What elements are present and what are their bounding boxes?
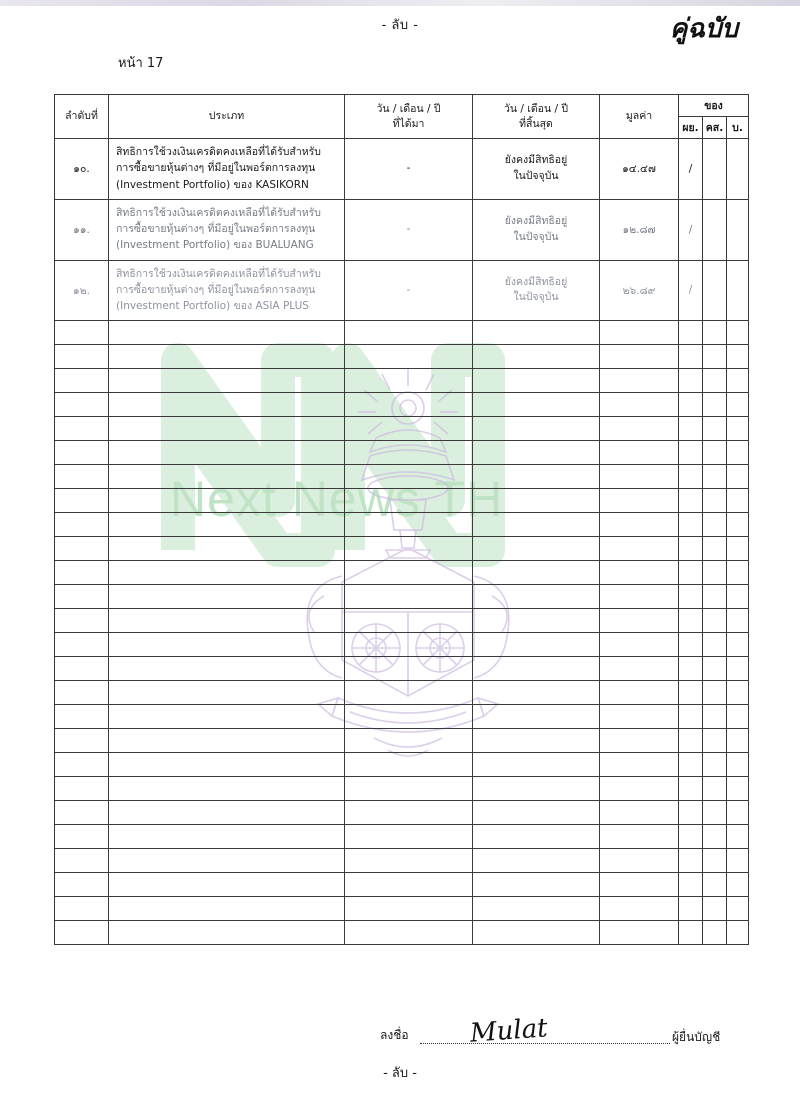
signature-handwriting: Mulat (469, 1013, 549, 1049)
row-end-line2: ในปัจจุบัน (513, 291, 559, 304)
empty-cell (109, 585, 345, 609)
empty-cell (345, 681, 473, 705)
empty-cell (703, 345, 727, 369)
empty-cell (345, 897, 473, 921)
empty-cell (727, 825, 749, 849)
empty-cell (600, 417, 679, 441)
asset-declaration-table (54, 94, 748, 945)
empty-cell (679, 825, 703, 849)
empty-cell (679, 369, 703, 393)
row-description: สิทธิการใช้วงเงินเครดิตคงเหลือที่ได้รับสำหรับการซื้อขายหุ้นต่างๆ ที่มีอยู่ในพอร์ตการลงทุน (Investment Portfolio) ของ KASIKORN (109, 139, 345, 200)
empty-cell (473, 393, 600, 417)
row-acquired-date: - (345, 139, 473, 200)
empty-cell (727, 633, 749, 657)
empty-cell (679, 849, 703, 873)
empty-cell (703, 657, 727, 681)
empty-cell (55, 489, 109, 513)
empty-cell (600, 609, 679, 633)
empty-cell (679, 465, 703, 489)
row-end-line1: ยังคงมีสิทธิอยู่ (504, 275, 568, 288)
empty-cell (345, 921, 473, 945)
row-owner-child (727, 139, 749, 200)
empty-cell (679, 801, 703, 825)
empty-cell (109, 897, 345, 921)
footer-classification: - ลับ - (383, 1066, 417, 1081)
row-value: ๑๔.๔๗ (600, 139, 679, 200)
empty-cell (55, 897, 109, 921)
header-owner-group: ของ (679, 95, 749, 117)
empty-cell (679, 489, 703, 513)
empty-cell (703, 753, 727, 777)
empty-cell (473, 801, 600, 825)
empty-cell (703, 801, 727, 825)
table-row (55, 199, 749, 260)
header-owner-self: ผย. (679, 117, 703, 139)
empty-cell (703, 897, 727, 921)
empty-cell (727, 465, 749, 489)
empty-cell (600, 537, 679, 561)
empty-cell (109, 609, 345, 633)
empty-cell (55, 801, 109, 825)
row-description: สิทธิการใช้วงเงินเครดิตคงเหลือที่ได้รับสำหรับการซื้อขายหุ้นต่างๆ ที่มีอยู่ในพอร์ตการลงทุน (Investment Portfolio) ของ BUALUANG (109, 199, 345, 260)
empty-cell (345, 561, 473, 585)
header-end-date (473, 95, 600, 139)
empty-cell (345, 489, 473, 513)
empty-cell (679, 417, 703, 441)
empty-cell (109, 657, 345, 681)
table-row-empty (55, 393, 749, 417)
empty-cell (109, 681, 345, 705)
empty-cell (109, 921, 345, 945)
empty-cell (109, 849, 345, 873)
empty-cell (473, 849, 600, 873)
empty-cell (600, 369, 679, 393)
empty-cell (703, 849, 727, 873)
empty-cell (703, 777, 727, 801)
empty-cell (679, 657, 703, 681)
empty-cell (679, 321, 703, 345)
empty-cell (727, 417, 749, 441)
empty-cell (109, 729, 345, 753)
empty-cell (727, 537, 749, 561)
row-owner-self: / (679, 199, 703, 260)
empty-cell (345, 729, 473, 753)
empty-cell (345, 657, 473, 681)
empty-cell (600, 561, 679, 585)
empty-cell (703, 729, 727, 753)
row-acquired-date: - (345, 260, 473, 321)
empty-cell (345, 537, 473, 561)
empty-cell (345, 633, 473, 657)
empty-cell (703, 441, 727, 465)
empty-cell (679, 441, 703, 465)
header-acquired-date (345, 95, 473, 139)
empty-cell (679, 513, 703, 537)
row-end-date (473, 260, 600, 321)
empty-cell (109, 537, 345, 561)
empty-cell (679, 633, 703, 657)
header-end-line1: วัน / เดือน / ปี (503, 103, 569, 116)
empty-cell (473, 561, 600, 585)
table-row-empty (55, 921, 749, 945)
empty-cell (679, 609, 703, 633)
empty-cell (727, 369, 749, 393)
empty-cell (600, 585, 679, 609)
empty-cell (703, 921, 727, 945)
empty-cell (600, 801, 679, 825)
header-value: มูลค่า (600, 95, 679, 139)
empty-cell (473, 585, 600, 609)
signature-block (0, 1013, 800, 1058)
empty-cell (703, 417, 727, 441)
empty-cell (727, 801, 749, 825)
empty-cell (55, 753, 109, 777)
empty-cell (345, 345, 473, 369)
table-row-empty (55, 321, 749, 345)
empty-cell (55, 561, 109, 585)
empty-cell (703, 873, 727, 897)
empty-cell (55, 777, 109, 801)
table-row-empty (55, 873, 749, 897)
empty-cell (727, 921, 749, 945)
empty-cell (679, 561, 703, 585)
empty-cell (679, 921, 703, 945)
empty-cell (473, 537, 600, 561)
empty-cell (727, 393, 749, 417)
empty-cell (473, 369, 600, 393)
empty-cell (600, 465, 679, 489)
header-type: ประเภท (109, 95, 345, 139)
row-owner-spouse (703, 139, 727, 200)
empty-cell (55, 513, 109, 537)
empty-cell (703, 489, 727, 513)
empty-cell (600, 681, 679, 705)
empty-cell (473, 345, 600, 369)
empty-cell (109, 489, 345, 513)
empty-cell (473, 633, 600, 657)
empty-cell (55, 609, 109, 633)
brand-text-watermark: Next News TH (170, 471, 504, 527)
empty-cell (703, 681, 727, 705)
empty-cell (109, 513, 345, 537)
row-end-line2: ในปัจจุบัน (513, 230, 559, 243)
header-copy-mark: คู่ฉบับ (669, 14, 738, 44)
empty-cell (679, 873, 703, 897)
empty-cell (55, 681, 109, 705)
table-row-empty (55, 681, 749, 705)
empty-cell (473, 705, 600, 729)
empty-cell (473, 321, 600, 345)
empty-cell (109, 777, 345, 801)
empty-cell (600, 921, 679, 945)
empty-cell (345, 777, 473, 801)
empty-cell (727, 729, 749, 753)
signature-role: ผู้ยื่นบัญชี (672, 1030, 721, 1044)
empty-cell (473, 753, 600, 777)
empty-cell (109, 561, 345, 585)
empty-cell (600, 345, 679, 369)
row-owner-spouse (703, 260, 727, 321)
table-row-empty (55, 465, 749, 489)
empty-cell (55, 369, 109, 393)
row-end-date (473, 199, 600, 260)
empty-cell (55, 585, 109, 609)
empty-cell (473, 417, 600, 441)
empty-cell (55, 633, 109, 657)
table-row-empty (55, 825, 749, 849)
empty-cell (703, 609, 727, 633)
empty-cell (703, 633, 727, 657)
empty-cell (727, 513, 749, 537)
empty-cell (345, 321, 473, 345)
empty-cell (600, 849, 679, 873)
empty-cell (109, 753, 345, 777)
header-classification: - ลับ - (381, 18, 419, 33)
empty-cell (703, 825, 727, 849)
empty-cell (703, 537, 727, 561)
row-value: ๒๖.๘๙ (600, 260, 679, 321)
empty-cell (55, 465, 109, 489)
empty-cell (727, 585, 749, 609)
empty-cell (600, 897, 679, 921)
row-number: ๑๑. (55, 199, 109, 260)
empty-cell (109, 801, 345, 825)
row-end-line2: ในปัจจุบัน (513, 169, 559, 182)
empty-cell (473, 873, 600, 897)
empty-cell (727, 609, 749, 633)
empty-cell (727, 657, 749, 681)
table-row-empty (55, 753, 749, 777)
row-value: ๑๒.๘๗ (600, 199, 679, 260)
header-no: ลำดับที่ (55, 95, 109, 139)
empty-cell (679, 585, 703, 609)
row-acquired-date: - (345, 199, 473, 260)
empty-cell (600, 321, 679, 345)
table-row-empty (55, 345, 749, 369)
empty-cell (600, 873, 679, 897)
empty-cell (55, 537, 109, 561)
header-end-line2: ที่สิ้นสุด (519, 117, 553, 130)
table-row (55, 139, 749, 200)
table-header-row (55, 95, 749, 117)
empty-cell (727, 849, 749, 873)
table-row-empty (55, 417, 749, 441)
empty-cell (600, 825, 679, 849)
empty-cell (473, 489, 600, 513)
empty-cell (703, 585, 727, 609)
empty-cell (727, 705, 749, 729)
empty-cell (473, 657, 600, 681)
table-row-empty (55, 801, 749, 825)
empty-cell (55, 417, 109, 441)
empty-cell (679, 537, 703, 561)
empty-cell (679, 753, 703, 777)
empty-cell (345, 609, 473, 633)
empty-cell (109, 705, 345, 729)
empty-cell (473, 777, 600, 801)
empty-cell (473, 897, 600, 921)
empty-cell (55, 393, 109, 417)
row-end-date (473, 139, 600, 200)
table-row-empty (55, 489, 749, 513)
table-row-empty (55, 633, 749, 657)
empty-cell (600, 753, 679, 777)
row-owner-spouse (703, 199, 727, 260)
empty-cell (727, 681, 749, 705)
empty-cell (473, 441, 600, 465)
empty-cell (55, 873, 109, 897)
empty-cell (345, 369, 473, 393)
empty-cell (473, 681, 600, 705)
table-row-empty (55, 609, 749, 633)
scan-edge-artifact (0, 0, 800, 6)
table-row-empty (55, 777, 749, 801)
row-end-line1: ยังคงมีสิทธิอยู่ (504, 154, 568, 167)
empty-cell (727, 777, 749, 801)
empty-cell (473, 609, 600, 633)
empty-cell (345, 753, 473, 777)
empty-cell (703, 393, 727, 417)
empty-cell (109, 369, 345, 393)
empty-cell (345, 393, 473, 417)
empty-cell (703, 465, 727, 489)
empty-cell (473, 921, 600, 945)
empty-cell (109, 873, 345, 897)
empty-cell (345, 465, 473, 489)
empty-cell (345, 513, 473, 537)
row-number: ๑๐. (55, 139, 109, 200)
empty-cell (109, 345, 345, 369)
empty-cell (703, 369, 727, 393)
table-row-empty (55, 657, 749, 681)
empty-cell (703, 321, 727, 345)
empty-cell (600, 441, 679, 465)
empty-cell (55, 345, 109, 369)
empty-cell (727, 321, 749, 345)
empty-cell (679, 729, 703, 753)
header-acquired-line1: วัน / เดือน / ปี (376, 103, 441, 116)
empty-cell (727, 561, 749, 585)
table-row-empty (55, 585, 749, 609)
empty-cell (600, 513, 679, 537)
empty-cell (109, 825, 345, 849)
empty-cell (703, 561, 727, 585)
table-row-empty (55, 849, 749, 873)
empty-cell (600, 489, 679, 513)
empty-cell (109, 465, 345, 489)
empty-cell (727, 897, 749, 921)
empty-cell (679, 393, 703, 417)
row-end-line1: ยังคงมีสิทธิอยู่ (504, 214, 568, 227)
empty-cell (600, 777, 679, 801)
table-row-empty (55, 897, 749, 921)
empty-cell (600, 393, 679, 417)
empty-cell (345, 441, 473, 465)
row-owner-child (727, 199, 749, 260)
table-row-empty (55, 441, 749, 465)
empty-cell (55, 729, 109, 753)
empty-cell (703, 705, 727, 729)
header-owner-spouse: คส. (703, 117, 727, 139)
table-body (55, 139, 749, 945)
table-row-empty (55, 369, 749, 393)
header-acquired-line2: ที่ได้มา (392, 117, 425, 130)
empty-cell (600, 633, 679, 657)
row-owner-self: / (679, 260, 703, 321)
empty-cell (345, 585, 473, 609)
empty-cell (109, 633, 345, 657)
table-row-empty (55, 561, 749, 585)
empty-cell (473, 465, 600, 489)
header-owner-child: บ. (727, 117, 749, 139)
table-row-empty (55, 513, 749, 537)
row-owner-child (727, 260, 749, 321)
table-row (55, 260, 749, 321)
empty-cell (55, 657, 109, 681)
empty-cell (109, 393, 345, 417)
table-row-empty (55, 705, 749, 729)
empty-cell (727, 753, 749, 777)
row-number: ๑๒. (55, 260, 109, 321)
empty-cell (109, 441, 345, 465)
empty-cell (473, 825, 600, 849)
empty-cell (727, 873, 749, 897)
empty-cell (55, 849, 109, 873)
table-row-empty (55, 537, 749, 561)
empty-cell (109, 321, 345, 345)
empty-cell (679, 897, 703, 921)
empty-cell (679, 681, 703, 705)
empty-cell (55, 705, 109, 729)
row-description: สิทธิการใช้วงเงินเครดิตคงเหลือที่ได้รับสำหรับการซื้อขายหุ้นต่างๆ ที่มีอยู่ในพอร์ตการลงทุน (Investment Portfolio) ของ ASIA PLUS (109, 260, 345, 321)
empty-cell (345, 873, 473, 897)
empty-cell (727, 345, 749, 369)
empty-cell (473, 513, 600, 537)
empty-cell (600, 729, 679, 753)
empty-cell (679, 345, 703, 369)
empty-cell (473, 729, 600, 753)
empty-cell (55, 825, 109, 849)
page-number: หน้า 17 (118, 56, 164, 71)
empty-cell (55, 321, 109, 345)
table-row-empty (55, 729, 749, 753)
empty-cell (345, 417, 473, 441)
empty-cell (109, 417, 345, 441)
empty-cell (703, 513, 727, 537)
signature-label: ลงชื่อ (380, 1028, 409, 1042)
empty-cell (727, 489, 749, 513)
empty-cell (600, 705, 679, 729)
row-owner-self: / (679, 139, 703, 200)
empty-cell (55, 441, 109, 465)
empty-cell (345, 801, 473, 825)
empty-cell (727, 441, 749, 465)
empty-cell (345, 849, 473, 873)
empty-cell (345, 705, 473, 729)
empty-cell (679, 705, 703, 729)
empty-cell (55, 921, 109, 945)
empty-cell (600, 657, 679, 681)
empty-cell (679, 777, 703, 801)
empty-cell (345, 825, 473, 849)
